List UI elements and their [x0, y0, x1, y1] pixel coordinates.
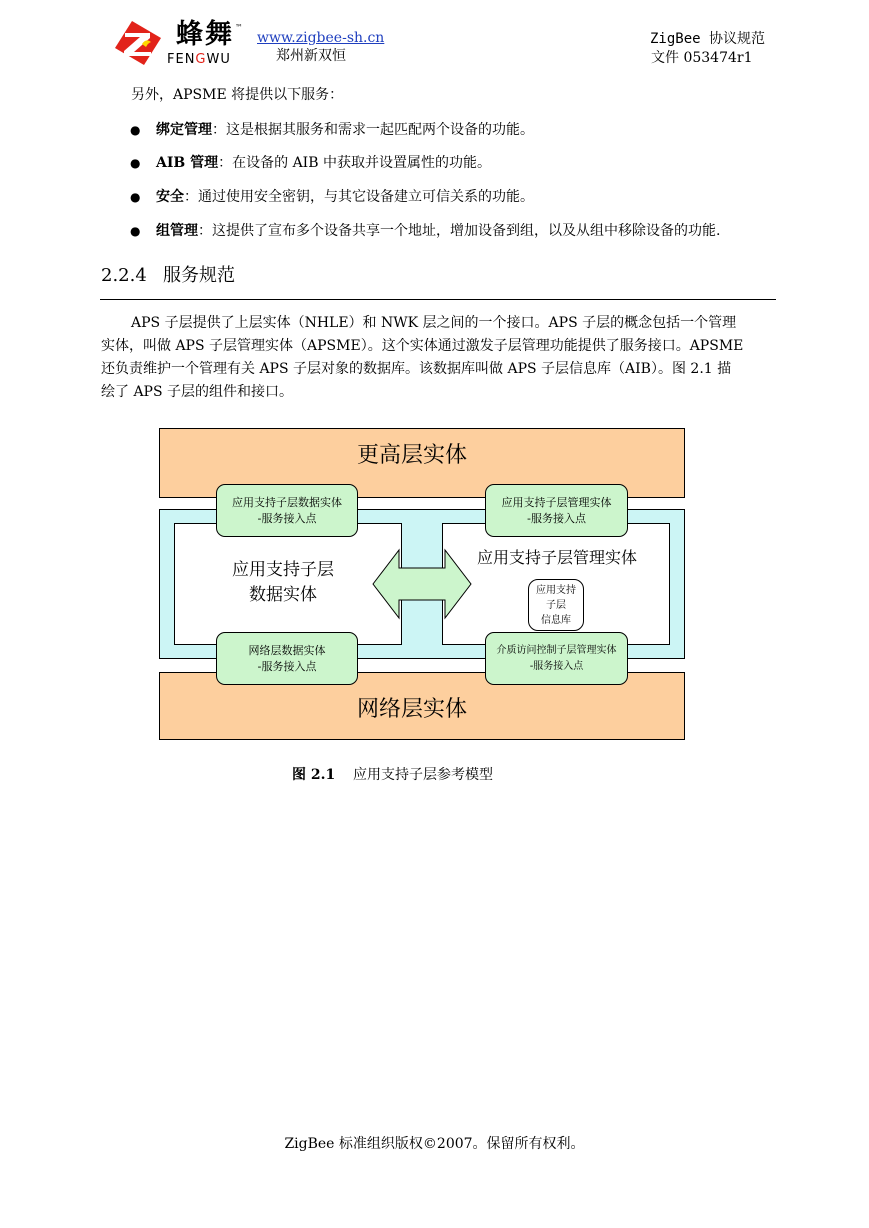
- bullet-dot: ●: [130, 156, 141, 170]
- section-title: 服务规范: [163, 265, 235, 286]
- bullet-dot: ●: [130, 224, 141, 238]
- brand-name-cn: 蜂舞: [176, 19, 234, 50]
- paragraph-line: 绘了 APS 子层的组件和接口。: [101, 384, 294, 400]
- apsme-label: 应用支持子层管理实体: [477, 548, 638, 567]
- paragraph-line: 实体，叫做 APS 子层管理实体（APSME）。这个实体通过激发子层管理功能提供了服务接口。APSME: [101, 338, 744, 354]
- intro-text: 另外，APSME 将提供以下服务：: [131, 87, 344, 103]
- list-item: AIB 管理：在设备的 AIB 中获取并设置属性的功能。: [156, 155, 491, 171]
- document-title: ZigBee 协议规范: [650, 31, 766, 47]
- section-divider: [100, 299, 776, 300]
- apsme-sap-box: 应用支持子层管理实体 -服务接入点: [485, 484, 628, 537]
- company-name: 郑州新双恒: [276, 48, 346, 64]
- section-number: 2.2.4: [101, 265, 147, 286]
- apsde-sap-box: 应用支持子层数据实体 -服务接入点: [216, 484, 358, 537]
- apsde-label: 应用支持子层 数据实体: [232, 560, 334, 605]
- brand-name-en: FENGWU: [167, 52, 231, 67]
- document-number: 文件 053474r1: [651, 50, 753, 66]
- nlde-sap-box: 网络层数据实体 -服务接入点: [216, 632, 358, 685]
- figure-caption: 图 2.1 应用支持子层参考模型: [292, 767, 494, 783]
- copyright-footer: ZigBee 标准组织版权©2007。保留所有权利。: [284, 1136, 585, 1152]
- paragraph-line: APS 子层提供了上层实体（NHLE）和 NWK 层之间的一个接口。APS 子层的概念包括一个管理: [131, 315, 737, 331]
- paragraph-line: 还负责维护一个管理有关 APS 子层对象的数据库。该数据库叫做 APS 子层信息库（AIB）。图 2.1 描: [101, 361, 732, 377]
- aib-box: 应用支持 子层 信息库: [528, 579, 584, 631]
- bullet-dot: ●: [130, 190, 141, 204]
- list-item: 组管理：这提供了宣布多个设备共享一个地址，增加设备到组，以及从组中移除设备的功能.: [156, 223, 721, 239]
- double-arrow-icon: [371, 548, 473, 620]
- nlme-sap-box: 介质访问控制子层管理实体 -服务接入点: [485, 632, 628, 685]
- higher-layer-label: 更高层实体: [357, 443, 468, 468]
- trademark-mark: ™: [235, 23, 243, 32]
- website-link[interactable]: www.zigbee-sh.cn: [257, 30, 385, 46]
- network-layer-label: 网络层实体: [357, 697, 468, 722]
- fengwu-logo: [112, 20, 164, 66]
- bullet-dot: ●: [130, 123, 141, 137]
- list-item: 绑定管理：这是根据其服务和需求一起匹配两个设备的功能。: [156, 122, 534, 138]
- list-item: 安全：通过使用安全密钥，与其它设备建立可信关系的功能。: [156, 189, 534, 205]
